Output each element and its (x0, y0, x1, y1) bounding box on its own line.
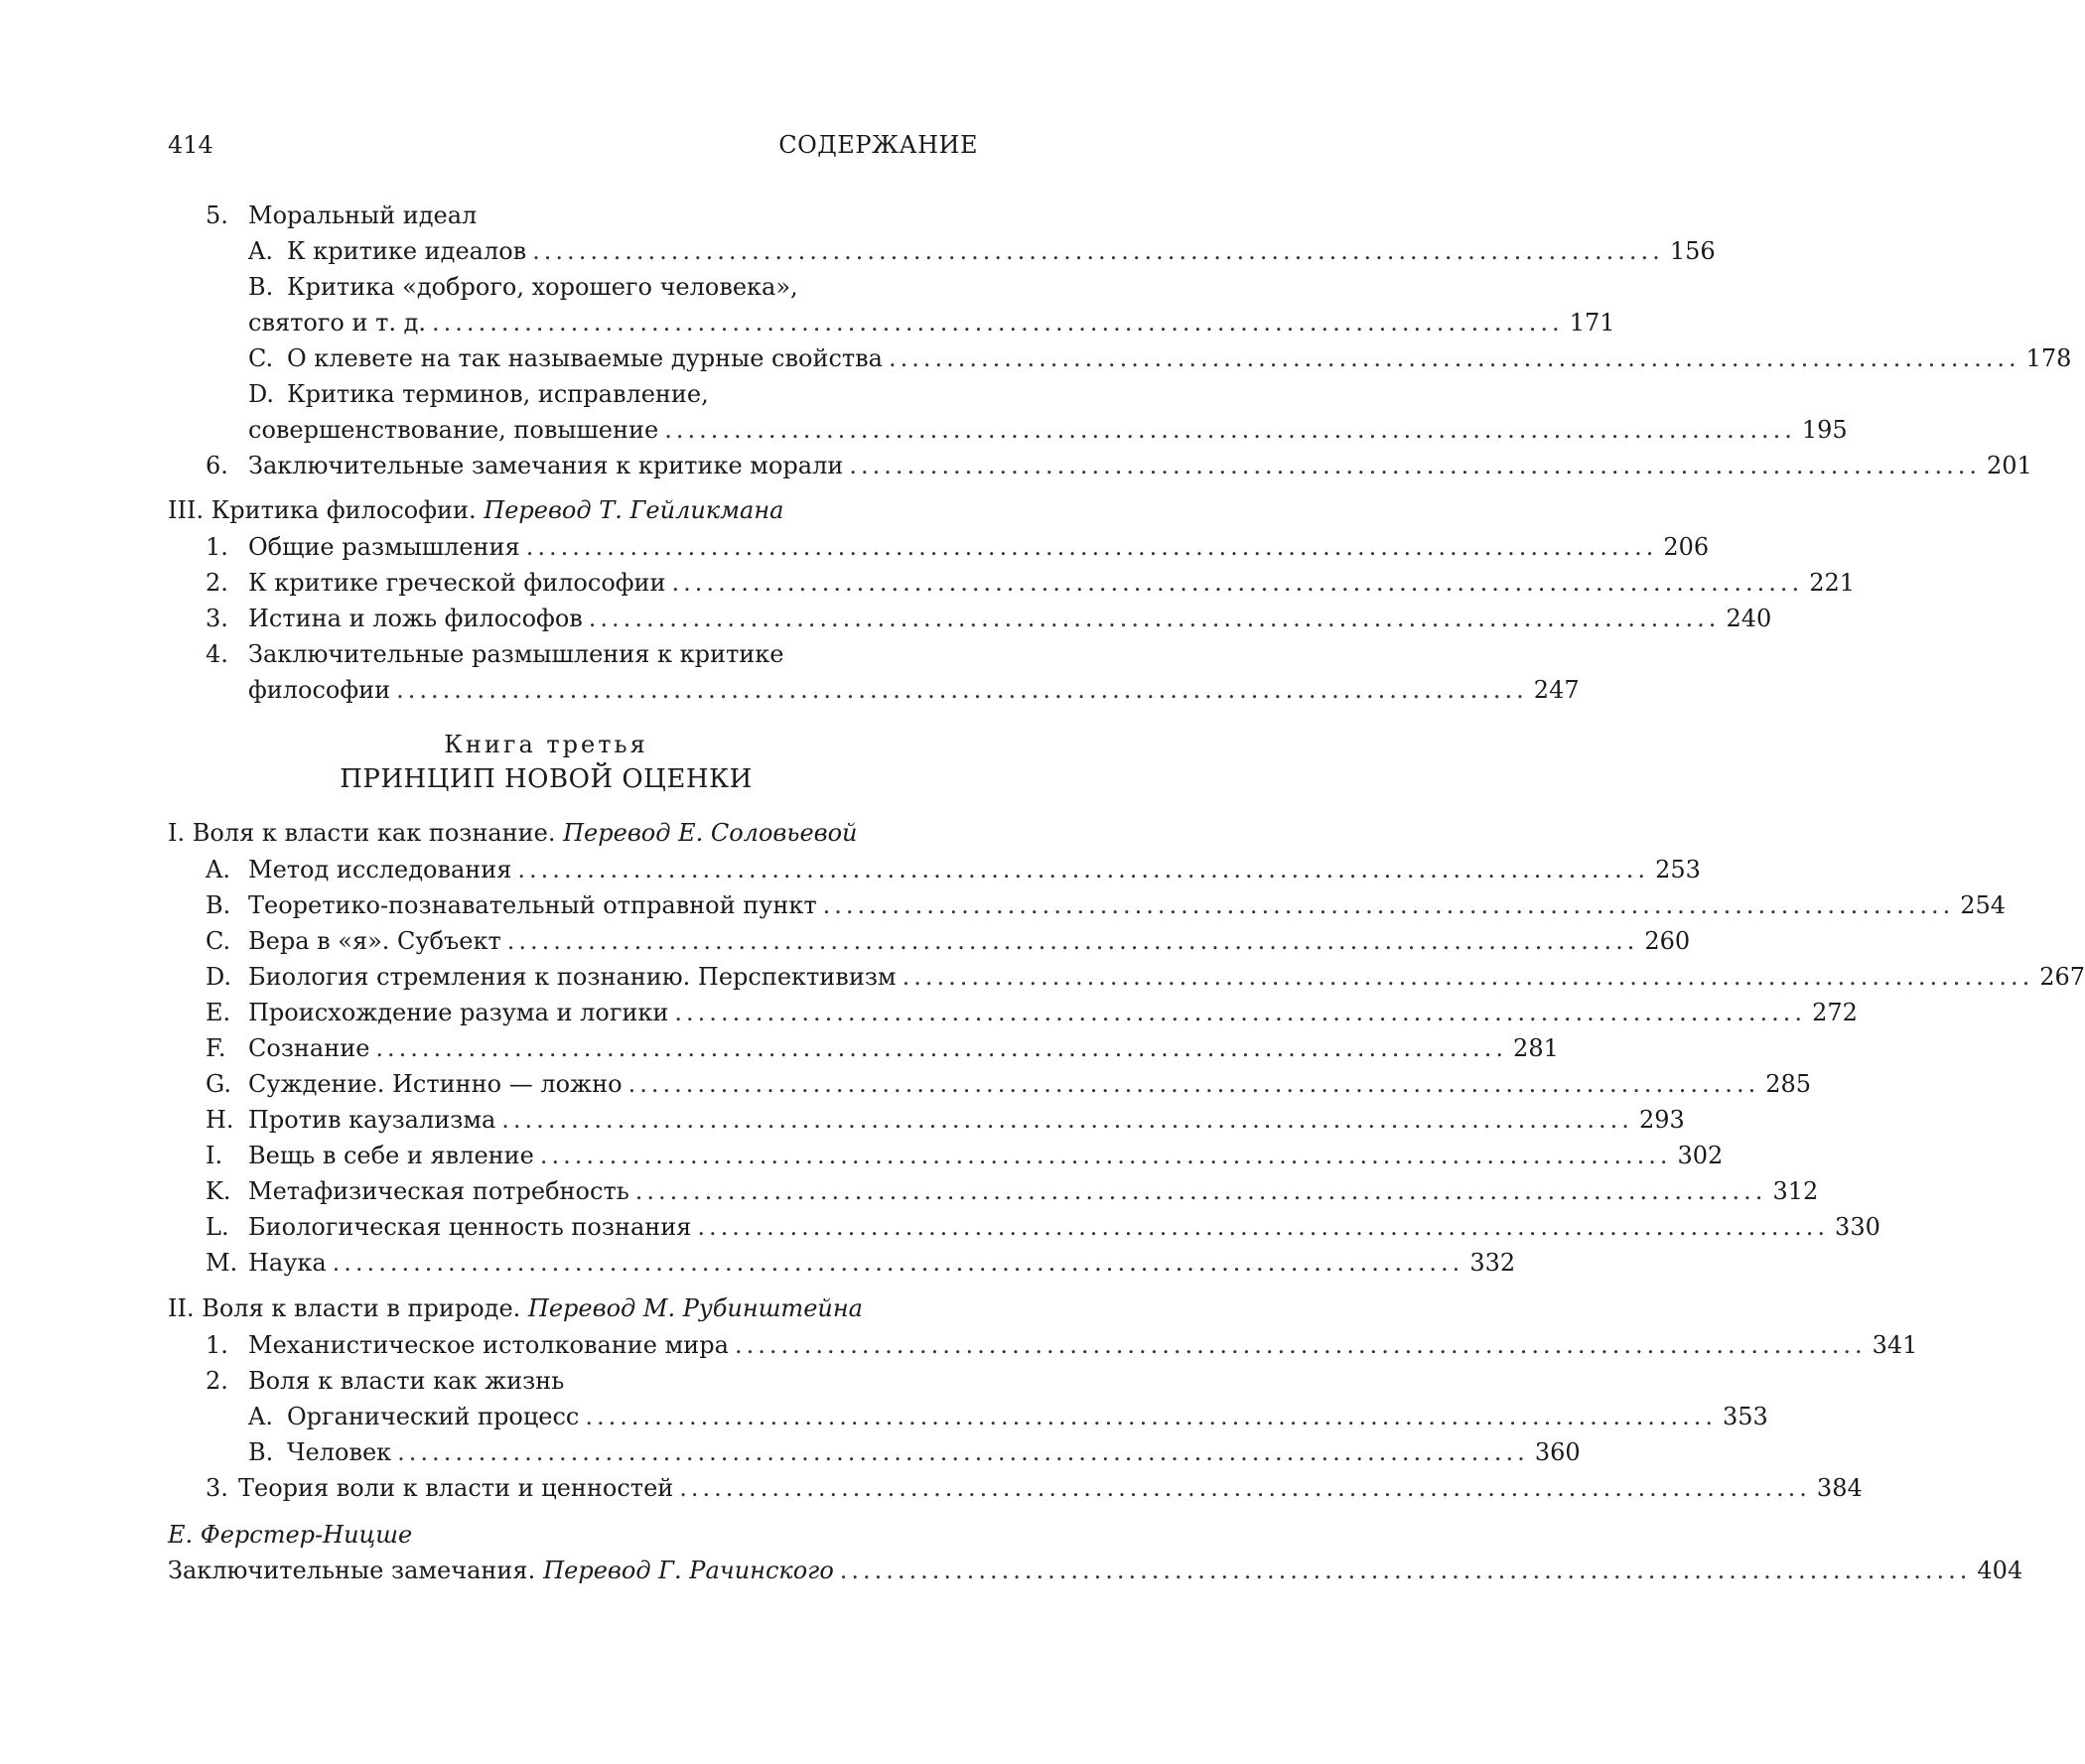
dot-leader: .................................................................................................. (501, 1106, 1633, 1134)
toc-page: 281 (1513, 1034, 1559, 1062)
toc-number: 3. (206, 605, 228, 632)
toc-page: 254 (1960, 891, 2007, 919)
toc-title: Вещь в себе и явление (248, 1142, 534, 1169)
toc-page: 332 (1469, 1249, 1516, 1277)
toc-page: 267 (2039, 963, 2085, 991)
toc-entry-continuation (0, 672, 1580, 708)
toc-page: 221 (1809, 569, 1855, 597)
toc-title: Теория воли к власти и ценностей (238, 1474, 674, 1502)
toc-number: 6. (206, 452, 228, 479)
toc-page: 171 (1569, 309, 1615, 337)
toc-entry (0, 1173, 1819, 1209)
toc-number: B. (248, 1438, 274, 1466)
dot-leader: .................................................................................................. (585, 1403, 1718, 1430)
toc-title: Заключительные замечания. (168, 1557, 536, 1584)
book-label: Книга третья (444, 731, 648, 758)
toc-title: Воля к власти как жизнь (248, 1367, 565, 1395)
toc-page: 360 (1534, 1438, 1581, 1466)
toc-page: 302 (1677, 1142, 1724, 1169)
running-title: СОДЕРЖАНИЕ (778, 131, 978, 159)
toc-translator: Перевод Е. Соловьевой (563, 819, 858, 847)
dot-leader: .................................................................................................. (734, 1331, 1867, 1359)
toc-number: C. (248, 344, 274, 372)
toc-entry (0, 376, 1092, 412)
toc-part-heading (0, 1290, 1092, 1326)
toc-page: 353 (1723, 1403, 1768, 1430)
toc-page: 272 (1812, 999, 1858, 1026)
dot-leader: .................................................................................................. (902, 963, 2034, 991)
toc-title: Моральный идеал (248, 202, 478, 229)
toc-number: G. (206, 1070, 231, 1098)
dot-leader: .................................................................................................. (432, 309, 1564, 337)
toc-heading (0, 1363, 1092, 1399)
toc-page: 260 (1644, 927, 1691, 955)
toc-title: Биологическая ценность познания (248, 1213, 692, 1241)
toc-title: Сознание (248, 1034, 370, 1062)
toc-title: Заключительные замечания к критике морали (248, 452, 844, 479)
dot-leader: .................................................................................................. (532, 237, 1664, 265)
toc-title: Механистическое истолкование мира (248, 1331, 729, 1359)
toc-entry (0, 923, 1691, 959)
toc-title: К критике идеалов (287, 237, 527, 265)
toc-page: 404 (1977, 1557, 2023, 1584)
toc-number: B. (248, 273, 274, 301)
toc-number: M. (206, 1249, 238, 1277)
toc-page: 285 (1765, 1070, 1812, 1098)
toc-number: I. (206, 1142, 223, 1169)
toc-title: Истина и ложь философов (248, 605, 583, 632)
toc-page: 312 (1772, 1177, 1819, 1205)
toc-entry (0, 1245, 1516, 1281)
toc-entry (0, 565, 1855, 601)
dot-leader: .................................................................................................. (839, 1557, 1972, 1584)
dot-leader: .................................................................................................. (506, 927, 1639, 955)
dot-leader: .................................................................................................. (822, 891, 1955, 919)
toc-title: Против каузализма (248, 1106, 496, 1134)
toc-entry (0, 529, 1710, 565)
toc-entry (0, 1434, 1581, 1470)
toc-number: E. (206, 999, 231, 1026)
toc-number: A. (248, 1403, 273, 1430)
toc-title: Человек (287, 1438, 392, 1466)
toc-entry (0, 448, 2032, 483)
page-number: 414 (168, 131, 213, 159)
toc-title: Общие размышления (248, 533, 520, 561)
dot-leader: .................................................................................................. (849, 452, 1981, 479)
toc-part-heading (0, 815, 1092, 851)
toc-number: 4. (206, 640, 228, 668)
toc-title: Метод исследования (248, 856, 512, 883)
toc-title: Суждение. Истинно — ложно (248, 1070, 623, 1098)
toc-page: 178 (2025, 344, 2072, 372)
dot-leader: .................................................................................................. (697, 1213, 1830, 1241)
dot-leader: .................................................................................................. (888, 344, 2020, 372)
toc-title: Происхождение разума и логики (248, 999, 669, 1026)
toc-entry-continuation (0, 412, 1848, 448)
dot-leader: .................................................................................................. (634, 1177, 1767, 1205)
toc-number: C. (206, 927, 231, 955)
toc-part-title: III. Критика философии. (168, 496, 477, 524)
toc-number: B. (206, 891, 231, 919)
toc-page: 206 (1663, 533, 1710, 561)
toc-page: 195 (1801, 416, 1848, 444)
toc-number: 1. (206, 533, 228, 561)
toc-translator: Перевод Т. Гейликмана (484, 496, 784, 524)
toc-number: 1. (206, 1331, 228, 1359)
dot-leader: .................................................................................................. (525, 533, 1658, 561)
toc-entry (0, 959, 2085, 995)
toc-entry (0, 1209, 1880, 1245)
toc-entry (0, 852, 1701, 887)
toc-entry (0, 995, 1858, 1030)
running-head (168, 127, 978, 163)
toc-page: 330 (1835, 1213, 1880, 1241)
toc-entry (0, 1138, 1724, 1173)
toc-number: L. (206, 1213, 229, 1241)
toc-title: совершенствование, повышение (248, 416, 659, 444)
toc-number: 2. (206, 569, 228, 597)
toc-title: Вера в «я». Субъект (248, 927, 501, 955)
toc-entry (0, 887, 2007, 923)
afterword-author: Е. Ферстер-Ницше (168, 1521, 413, 1549)
toc-part-heading (0, 492, 1092, 528)
dot-leader: .................................................................................................. (679, 1474, 1811, 1502)
toc-part-title: I. Воля к власти как познание. (168, 819, 556, 847)
toc-title: Метафизическая потребность (248, 1177, 629, 1205)
toc-title: Заключительные размышления к критике (248, 640, 784, 668)
toc-title: Критика терминов, исправление, (287, 380, 709, 408)
toc-entry (0, 1030, 1559, 1066)
dot-leader: .................................................................................................. (397, 1438, 1529, 1466)
toc-translator: Перевод М. Рубинштейна (527, 1294, 863, 1322)
toc-number: A. (248, 237, 273, 265)
dot-leader: .................................................................................................. (517, 856, 1650, 883)
toc-page: 240 (1726, 605, 1772, 632)
book-title: ПРИНЦИП НОВОЙ ОЦЕНКИ (340, 764, 753, 794)
toc-entry (0, 636, 1092, 672)
dot-leader: .................................................................................................. (627, 1070, 1760, 1098)
toc-page: 384 (1816, 1474, 1863, 1502)
toc-number: 5. (206, 202, 228, 229)
toc-page: 293 (1638, 1106, 1685, 1134)
toc-translator: Перевод Г. Рачинского (543, 1557, 834, 1584)
toc-page: 201 (1986, 452, 2032, 479)
toc-entry (0, 601, 1772, 636)
toc-title: святого и т. д. (248, 309, 427, 337)
dot-leader: .................................................................................................. (674, 999, 1807, 1026)
toc-title: философии (248, 676, 391, 704)
toc-number: 2. (206, 1367, 228, 1395)
toc-page: 253 (1655, 856, 1701, 883)
toc-title: О клевете на так называемые дурные свойства (287, 344, 883, 372)
toc-page: 247 (1533, 676, 1580, 704)
toc-entry (0, 1327, 1918, 1363)
dot-leader: .................................................................................................. (539, 1142, 1672, 1169)
toc-entry-continuation (0, 305, 1615, 340)
toc-entry (0, 1066, 1812, 1102)
toc-title: Наука (248, 1249, 327, 1277)
toc-part-title: II. Воля к власти в природе. (168, 1294, 521, 1322)
toc-page: 341 (1872, 1331, 1918, 1359)
toc-entry (0, 340, 2072, 376)
dot-leader: .................................................................................................. (588, 605, 1721, 632)
dot-leader: .................................................................................................. (332, 1249, 1464, 1277)
toc-title: К критике греческой философии (248, 569, 666, 597)
toc-title: Биология стремления к познанию. Перспективизм (248, 963, 897, 991)
toc-number: F. (206, 1034, 226, 1062)
toc-number: 3. (206, 1474, 228, 1502)
toc-number: K. (206, 1177, 231, 1205)
toc-entry (0, 1399, 1768, 1434)
dot-leader: .................................................................................................. (396, 676, 1528, 704)
toc-entry (0, 233, 1716, 269)
toc-entry (0, 1553, 2023, 1588)
dot-leader: .................................................................................................. (671, 569, 1804, 597)
toc-entry (0, 269, 1092, 305)
toc-title: Теоретико-познавательный отправной пункт (248, 891, 817, 919)
toc-page: 156 (1669, 237, 1716, 265)
toc-title: Органический процесс (287, 1403, 580, 1430)
toc-entry (0, 1470, 1863, 1506)
toc-number: D. (206, 963, 232, 991)
dot-leader: .................................................................................................. (375, 1034, 1508, 1062)
toc-heading (0, 198, 1092, 233)
toc-number: A. (206, 856, 230, 883)
toc-entry (0, 1102, 1685, 1138)
toc-number: D. (248, 380, 275, 408)
toc-author (0, 1517, 1092, 1553)
toc-title: Критика «доброго, хорошего человека», (287, 273, 798, 301)
toc-number: H. (206, 1106, 234, 1134)
dot-leader: .................................................................................................. (664, 416, 1796, 444)
